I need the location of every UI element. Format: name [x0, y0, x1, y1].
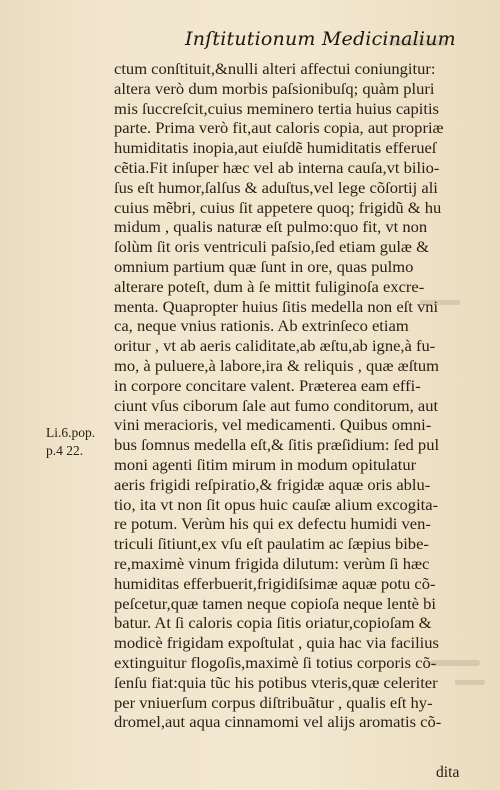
- text-line: peſcetur,quæ tamen neque copioſa neque lentè bi: [114, 595, 437, 613]
- text-line: humiditatis inopia,aut eiuſdẽ humiditatis efferueſ: [114, 140, 437, 158]
- text-line: ctum conſtituit,&nulli alteri affectui coniungitur:: [114, 61, 436, 78]
- text-line: per vniuerſum corpus diſtribuãtur , qualis eſt hy-: [114, 694, 433, 712]
- text-line: omnium partium quæ ſunt in ore, quas pulmo: [114, 258, 414, 276]
- text-line: ca, neque vnius rationis. Ab extrinſeco etiam: [114, 318, 409, 336]
- text-line: triculi ſitiunt,ex vſu eſt paulatim ac ſæpius bibe-: [114, 536, 429, 554]
- text-line: ſus eſt humor,ſalſus & aduſtus,vel lege cõſortij ali: [114, 179, 438, 197]
- text-line: ciunt vſus ciborum ſale aut fumo conditorum, aut: [114, 397, 439, 415]
- text-line: cuius mẽbri, cuius ſit appetere quoq; frigidũ & hu: [114, 199, 442, 217]
- text-line: tio, ita vt non ſit opus huic cauſæ alium excogita-: [114, 496, 439, 514]
- text-line: aeris frigidi reſpiratio,& frigidæ aquæ oris ablu-: [114, 476, 431, 494]
- text-line: mis ſuccreſcit,cuius meminero tertia huius capitis: [114, 100, 439, 118]
- text-line: modicè frigidam expoſtulat , quia hac via facilius: [114, 635, 439, 653]
- text-line: ſolùm ſit oris ventriculi paſsio,ſed etiam gulæ &: [114, 239, 429, 257]
- text-line: parte. Prima verò fit,aut caloris copia, aut propriæ: [114, 120, 444, 138]
- margin-note-line: Li.6.pop.: [46, 425, 96, 440]
- text-line: midum , qualis naturæ eſt pulmo:quo fit, vt non: [114, 219, 428, 237]
- text-line: dromel,aut aqua cinnamomi vel alijs aromatis cõ-: [114, 714, 442, 732]
- text-line: menta. Quapropter huius ſitis medella non eſt vni: [114, 298, 439, 316]
- margin-note-line: p.4 22.: [46, 443, 84, 458]
- text-line: in corpore concitare valent. Præterea eam effi-: [114, 377, 421, 395]
- body-text: [114, 60, 482, 733]
- text-line: humiditas efferbuerit,frigidiſsimæ aquæ potu cõ-: [114, 575, 436, 593]
- catchword: dita: [436, 764, 460, 781]
- text-line: re,maximè vinum frigida dilutum: verùm ſi hæc: [114, 555, 430, 573]
- text-line: cẽtia.Fit inſuper hæc vel ab interna cauſa,vt bilio-: [114, 159, 440, 177]
- text-line: moni agenti ſitim mirum in modum opitulatur: [114, 456, 417, 474]
- text-line: mo, à puluere,à labore,ira & reliquis , quæ æſtum: [114, 357, 440, 375]
- text-line: bus ſomnus medella eſt,& ſitis præſidium: ſed pul: [114, 437, 440, 455]
- text-line: re potum. Verùm his qui ex defectu humidi ven-: [114, 516, 431, 534]
- text-line: ſenſu fiat:quia tũc his potibus vteris,quæ celeriter: [114, 674, 438, 692]
- text-line: batur. At ſi caloris copia ſitis oriatur,copioſam &: [114, 615, 432, 633]
- text-line: altera verò dum morbis paſsionibuſq; quàm pluri: [114, 80, 435, 98]
- text-line: alterare poteſt, dum à ſe mittit fuliginoſa excre-: [114, 278, 425, 296]
- margin-note: [46, 424, 112, 460]
- text-line: extinguitur flogoſis,maximè ſi totius corporis cõ-: [114, 654, 437, 672]
- running-head: Inſtitutionum Medicinalium: [185, 28, 456, 50]
- text-line: oritur , vt ab aeris caliditate,ab æſtu,ab igne,à fu-: [114, 338, 436, 356]
- text-line: vini meracioris, vel medicamenti. Quibus omni-: [114, 417, 432, 435]
